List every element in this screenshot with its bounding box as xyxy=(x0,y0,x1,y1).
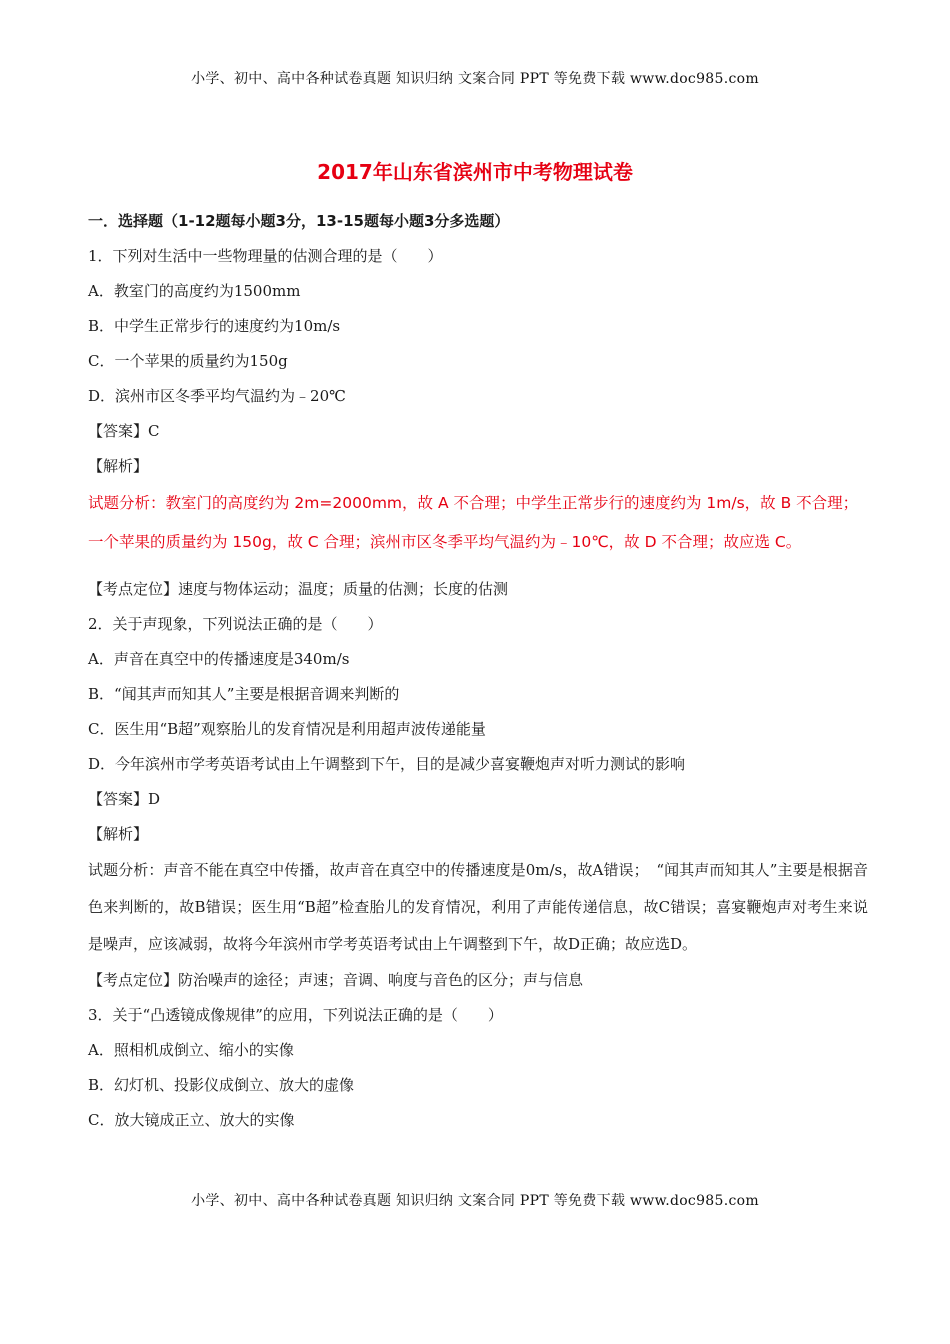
question-2-answer: 【答案】D xyxy=(88,790,161,808)
page-title: 2017年山东省滨州市中考物理试卷 xyxy=(317,160,633,184)
question-2-analysis-text: 试题分析：声音不能在真空中传播，故声音在真空中的传播速度是0m/s，故A错误； “闻其声而知其人”主要是根据音色来判断的，故B错误；医生用“B超”检查胎儿的发育情况，利用了声能传递信息，故C错误；喜宴鞭炮声对考生来说是噪声，应该减弱，故将今年滨州市学考英语考试由上午调整到下午，故D正确；故应选D。 xyxy=(88,861,868,953)
question-1-analysis-line-1: 试题分析：教室门的高度约为 2m=2000mm，故 A 不合理；中学生正常步行的速度约为 1m/s，故 B 不合理； xyxy=(88,494,859,512)
question-1-kaodian: 【考点定位】速度与物体运动；温度；质量的估测；长度的估测 xyxy=(88,580,509,598)
question-3-option-b: B．幻灯机、投影仪成倒立、放大的虚像 xyxy=(88,1076,355,1094)
question-1-option-b: B．中学生正常步行的速度约为10m/s xyxy=(88,317,341,335)
question-1-stem: 1．下列对生活中一些物理量的估测合理的是（ ） xyxy=(88,247,443,265)
page-footer: 小学、初中、高中各种试卷真题 知识归纳 文案合同 PPT 等免费下载 www.doc985.com xyxy=(191,1193,759,1209)
question-1-analysis-line-2: 一个苹果的质量约为 150g，故 C 合理；滨州市区冬季平均气温约为﹣10℃，故 D 不合理；故应选 C。 xyxy=(88,533,802,551)
question-2-option-d: D．今年滨州市学考英语考试由上午调整到下午，目的是减少喜宴鞭炮声对听力测试的影响 xyxy=(88,755,686,773)
spacer xyxy=(88,562,868,572)
question-3-stem: 3．关于“凸透镜成像规律”的应用，下列说法正确的是（ ） xyxy=(88,1006,503,1024)
question-1-analysis-label: 【解析】 xyxy=(88,457,149,475)
page-header: 小学、初中、高中各种试卷真题 知识归纳 文案合同 PPT 等免费下载 www.doc985.com xyxy=(191,71,759,87)
question-2-option-c: C．医生用“B超”观察胎儿的发育情况是利用超声波传递能量 xyxy=(88,720,486,738)
question-1-option-a: A．教室门的高度约为1500mm xyxy=(88,282,301,300)
question-1-option-c: C．一个苹果的质量约为150g xyxy=(88,352,288,370)
question-1-option-d: D．滨州市区冬季平均气温约为﹣20℃ xyxy=(88,387,346,405)
section-heading: 一．选择题（1-12题每小题3分，13-15题每小题3分多选题） xyxy=(88,212,510,230)
question-2-analysis-label: 【解析】 xyxy=(88,825,149,843)
question-1-answer: 【答案】C xyxy=(88,422,160,440)
question-2-option-a: A．声音在真空中的传播速度是340m/s xyxy=(88,650,350,668)
question-2-option-b: B．“闻其声而知其人”主要是根据音调来判断的 xyxy=(88,685,400,703)
question-3-option-c: C．放大镜成正立、放大的实像 xyxy=(88,1111,295,1129)
question-2-kaodian: 【考点定位】防治噪声的途径；声速；音调、响度与音色的区分；声与信息 xyxy=(88,971,584,989)
document-body xyxy=(88,204,868,1138)
question-2-stem: 2．关于声现象，下列说法正确的是（ ） xyxy=(88,615,383,633)
question-3-option-a: A．照相机成倒立、缩小的实像 xyxy=(88,1041,294,1059)
